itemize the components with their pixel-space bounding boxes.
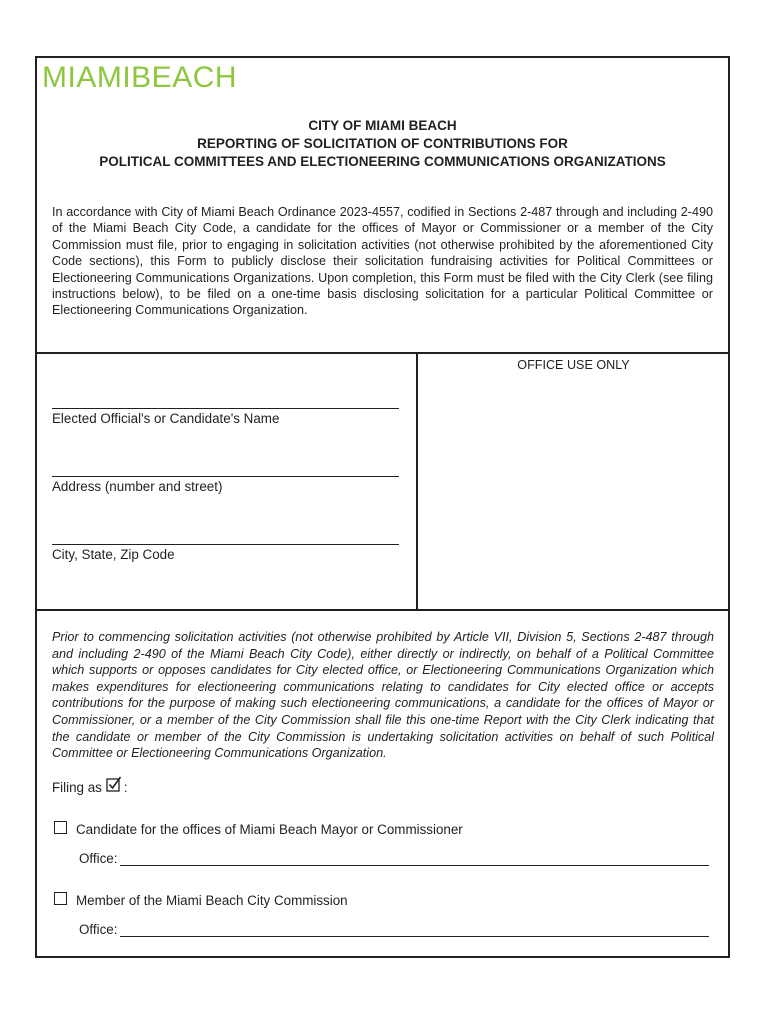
city-state-zip-input-line[interactable] [52, 544, 399, 545]
commission-office-label: Office: [79, 922, 118, 937]
commission-member-checkbox[interactable] [54, 892, 67, 905]
section-divider-bottom [37, 609, 728, 611]
miami-beach-logo: MIAMIBEACH [42, 61, 238, 94]
intro-paragraph: In accordance with City of Miami Beach Ordinance 2023-4557, codified in Sections 2-487 through and including 2-490 of the Miami Beach City Code, a candidate for the offices of Mayor or Commissioner or a member of the City Commission must file, prior to engaging in solicitation activities (not otherwise prohibited by the aforementioned City Code sections), this Form to publicly disclose their solicitation fundraising activities for Political Committees or Electioneering Communications Organizations. Upon completion, this Form must be filed with the City Clerk (see filing instructions below), to be filed on a one-time basis disclosing solicitation for a particular Political Committee or Electioneering Communications Organization. [52, 205, 713, 318]
commission-office-input-line[interactable] [120, 924, 709, 937]
candidate-office-input-line[interactable] [120, 853, 709, 866]
section-divider-top [37, 352, 728, 354]
commission-member-option-label: Member of the Miami Beach City Commission [76, 893, 348, 908]
address-field-label: Address (number and street) [52, 479, 223, 494]
address-input-line[interactable] [52, 476, 399, 477]
title-line-1: CITY OF MIAMI BEACH [308, 118, 457, 133]
address-field[interactable] [52, 476, 399, 494]
commission-office-field[interactable] [79, 922, 709, 937]
form-border [35, 56, 730, 958]
name-field-label: Elected Official's or Candidate's Name [52, 411, 280, 426]
option-commission-member[interactable] [54, 893, 348, 908]
instructions-paragraph: Prior to commencing solicitation activities (not otherwise prohibited by Article VII, Division 5, Sections 2-487 through and including 2-490 of the Miami Beach City Code), either directly or indirectly, on behalf of a Political Committee which supports or opposes candidates for City elected office, or Electioneering Communications Organization which makes expenditures for electioneering communications relating to candidates for City elected office or accepts contributions for the purpose of making such electioneering communications, a candidate for the offices of Mayor or Commissioner, or a member of the City Commission shall file this one-time Report with the City Clerk indicating that the candidate or member of the City Commission is undertaking solicitation activities on behalf of such Political Committee or Electioneering Communications Organization. [52, 630, 714, 761]
name-field[interactable] [52, 408, 399, 426]
name-input-line[interactable] [52, 408, 399, 409]
filing-as-label: Filing as [52, 779, 102, 795]
column-divider [416, 354, 418, 610]
city-state-zip-field[interactable] [52, 544, 399, 562]
filing-as-colon: : [123, 779, 128, 795]
candidate-option-label: Candidate for the offices of Miami Beach Mayor or Commissioner [76, 822, 463, 837]
office-use-only-label: OFFICE USE ONLY [517, 358, 630, 372]
filing-as-row [52, 779, 128, 795]
option-candidate[interactable] [54, 822, 463, 837]
title-line-3: POLITICAL COMMITTEES AND ELECTIONEERING COMMUNICATIONS ORGANIZATIONS [99, 154, 666, 169]
candidate-office-label: Office: [79, 851, 118, 866]
city-state-zip-field-label: City, State, Zip Code [52, 547, 175, 562]
candidate-office-field[interactable] [79, 851, 709, 866]
form-title [37, 117, 728, 171]
checkmark-box-icon [106, 776, 122, 792]
title-line-2: REPORTING OF SOLICITATION OF CONTRIBUTIONS FOR [197, 136, 568, 151]
candidate-checkbox[interactable] [54, 821, 67, 834]
